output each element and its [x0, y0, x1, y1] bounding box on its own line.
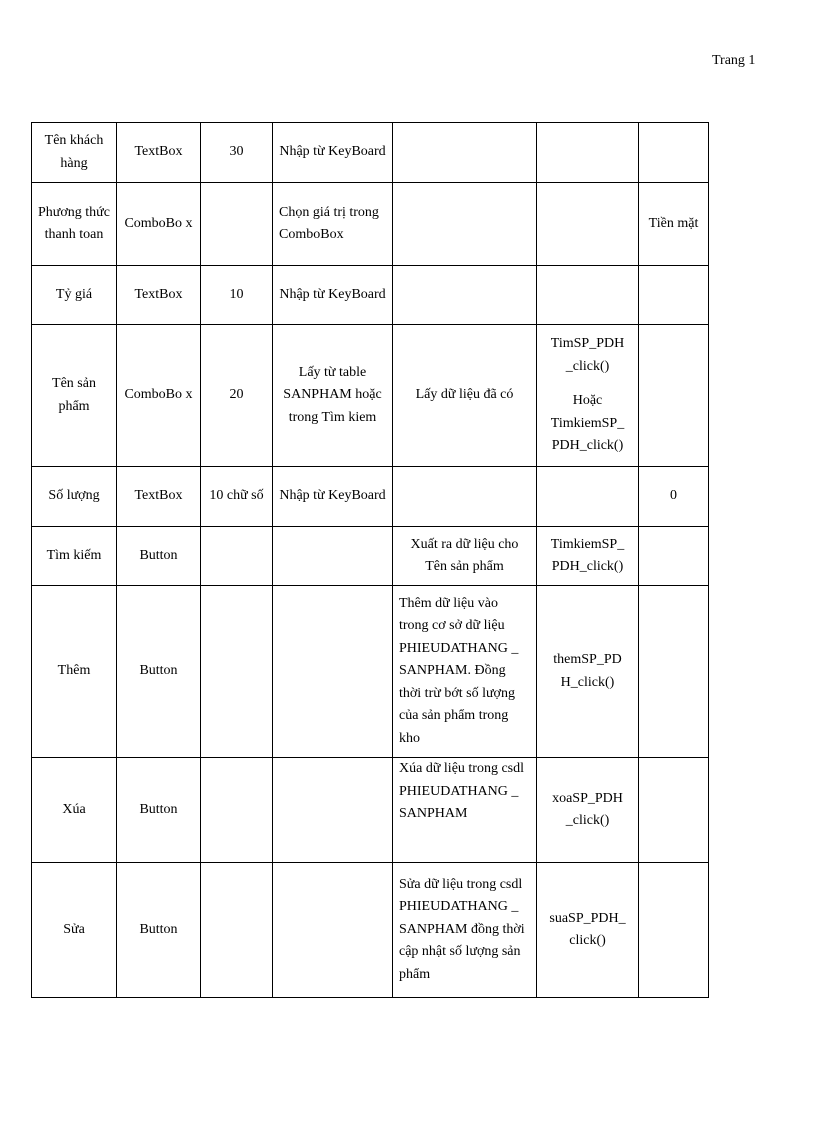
- cell-processing: Thêm dữ liệu vào trong cơ sở dữ liệu PHIEUDATHANG _ SANPHAM. Đồng thời trừ bớt số lượng của sản phẩm trong kho: [393, 586, 537, 758]
- cell-processing: Xuất ra dữ liệu cho Tên sản phẩm: [393, 527, 537, 586]
- table-row: [32, 325, 709, 467]
- cell-default: [639, 863, 709, 998]
- table-row: [32, 467, 709, 527]
- cell-control-type: ComboBo x: [117, 183, 201, 266]
- cell-event: [537, 123, 639, 183]
- cell-event: [537, 467, 639, 527]
- table-row: [32, 183, 709, 266]
- cell-control-name: Tên khách hàng: [32, 123, 117, 183]
- cell-input-source: Nhập từ KeyBoard: [273, 266, 393, 325]
- event-primary: TimSP_PDH _click(): [550, 336, 625, 374]
- cell-input-source: [273, 863, 393, 998]
- cell-length: [201, 527, 273, 586]
- cell-input-source: Chọn giá trị trong ComboBox: [273, 183, 393, 266]
- cell-processing: [393, 123, 537, 183]
- cell-length: [201, 183, 273, 266]
- cell-control-type: ComboBo x: [117, 325, 201, 467]
- cell-control-type: Button: [117, 527, 201, 586]
- cell-input-source: [273, 586, 393, 758]
- cell-input-source: Nhập từ KeyBoard: [273, 123, 393, 183]
- cell-default: [639, 123, 709, 183]
- cell-event: suaSP_PDH_ click(): [537, 863, 639, 998]
- table-row: [32, 586, 709, 758]
- cell-control-type: TextBox: [117, 123, 201, 183]
- cell-input-source: [273, 527, 393, 586]
- table-row: [32, 863, 709, 998]
- cell-control-type: Button: [117, 758, 201, 863]
- cell-length: 10: [201, 266, 273, 325]
- cell-control-type: TextBox: [117, 467, 201, 527]
- cell-control-name: Tỷ giá: [32, 266, 117, 325]
- table-row: [32, 527, 709, 586]
- cell-control-name: Xúa: [32, 758, 117, 863]
- cell-default: [639, 527, 709, 586]
- table-row: [32, 758, 709, 863]
- table-row: [32, 123, 709, 183]
- cell-control-type: Button: [117, 586, 201, 758]
- cell-event: TimkiemSP_ PDH_click(): [537, 527, 639, 586]
- cell-processing: Xúa dữ liệu trong csdl PHIEUDATHANG _ SANPHAM: [393, 758, 537, 863]
- cell-control-type: Button: [117, 863, 201, 998]
- page-number: Trang 1: [712, 53, 756, 68]
- cell-default: [639, 325, 709, 467]
- cell-input-source: Nhập từ KeyBoard: [273, 467, 393, 527]
- cell-control-name: Số lượng: [32, 467, 117, 527]
- cell-default: [639, 266, 709, 325]
- cell-default: [639, 586, 709, 758]
- cell-control-name: Phương thức thanh toan: [32, 183, 117, 266]
- cell-event: themSP_PD H_click(): [537, 586, 639, 758]
- event-alternative: Hoặc TimkiemSP_ PDH_click(): [550, 393, 625, 454]
- cell-length: 20: [201, 325, 273, 467]
- cell-length: 10 chữ số: [201, 467, 273, 527]
- table-row: [32, 266, 709, 325]
- control-spec-table: [31, 122, 709, 998]
- cell-control-type: TextBox: [117, 266, 201, 325]
- cell-event: [537, 325, 639, 467]
- cell-processing: [393, 183, 537, 266]
- cell-input-source: [273, 758, 393, 863]
- cell-control-name: Thêm: [32, 586, 117, 758]
- cell-length: [201, 586, 273, 758]
- cell-length: [201, 863, 273, 998]
- cell-event: [537, 183, 639, 266]
- cell-control-name: Sửa: [32, 863, 117, 998]
- cell-event: [537, 266, 639, 325]
- cell-processing: Lấy dữ liệu đã có: [393, 325, 537, 467]
- cell-processing: Sửa dữ liệu trong csdl PHIEUDATHANG _ SANPHAM đồng thời cập nhật số lượng sản phẩm: [393, 863, 537, 998]
- cell-event: xoaSP_PDH _click(): [537, 758, 639, 863]
- cell-length: 30: [201, 123, 273, 183]
- cell-default: Tiền mặt: [639, 183, 709, 266]
- cell-processing: [393, 266, 537, 325]
- cell-length: [201, 758, 273, 863]
- cell-processing: [393, 467, 537, 527]
- cell-control-name: Tìm kiếm: [32, 527, 117, 586]
- cell-input-source: Lấy từ table SANPHAM hoặc trong Tìm kiem: [273, 325, 393, 467]
- cell-default: 0: [639, 467, 709, 527]
- cell-control-name: Tên sản phẩm: [32, 325, 117, 467]
- cell-default: [639, 758, 709, 863]
